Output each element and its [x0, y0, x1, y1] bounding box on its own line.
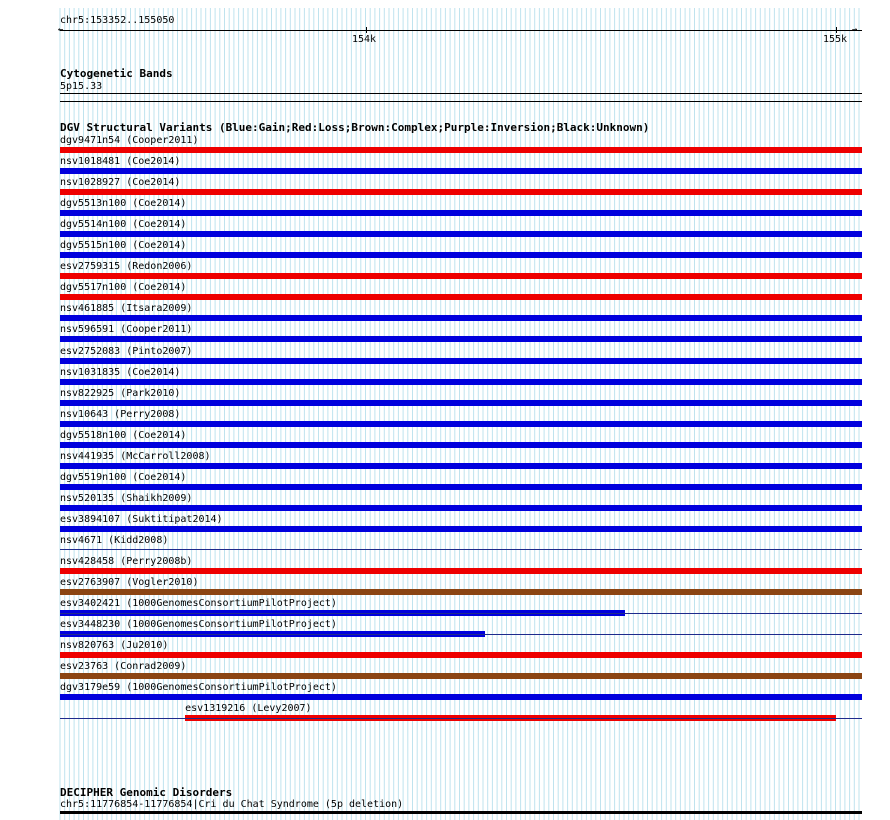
variant-bar[interactable] [60, 463, 862, 469]
variant-label[interactable]: nsv520135 (Shaikh2009) [60, 492, 193, 504]
variant-label[interactable]: esv2759315 (Redon2006) [60, 261, 193, 273]
ruler-tick-155k [836, 27, 837, 33]
variant-row-line [60, 613, 862, 614]
variant-label[interactable]: dgv5517n100 (Coe2014) [60, 282, 187, 294]
variant-bar[interactable] [60, 694, 862, 700]
ruler-label-155k: 155k [823, 34, 848, 45]
variant-label[interactable]: esv3402421 (1000GenomesConsortiumPilotProject) [60, 598, 337, 610]
variant-bar[interactable] [60, 252, 862, 258]
variant-bar[interactable] [60, 442, 862, 448]
track-separator [60, 101, 862, 102]
variant-bar[interactable] [60, 379, 862, 385]
variant-bar[interactable] [60, 315, 862, 321]
cytoband-track-title[interactable]: Cytogenetic Bands [60, 67, 173, 80]
variant-bar[interactable] [60, 273, 862, 279]
variant-bar[interactable] [60, 484, 862, 490]
ruler-axis [60, 30, 862, 31]
cytoband-label: 5p15.33 [60, 81, 103, 92]
variant-label[interactable]: nsv820763 (Ju2010) [60, 640, 169, 652]
variant-bar[interactable] [60, 589, 862, 595]
variant-label[interactable]: esv23763 (Conrad2009) [60, 661, 187, 673]
variant-bar[interactable] [60, 231, 862, 237]
variant-bar[interactable] [60, 294, 862, 300]
variant-label[interactable]: esv2763907 (Vogler2010) [60, 577, 199, 589]
variant-row-line [60, 634, 862, 635]
ruler-range-label: chr5:153352..155050 [60, 15, 175, 26]
variant-label[interactable]: nsv1028927 (Coe2014) [60, 177, 181, 189]
variant-bar[interactable] [60, 568, 862, 574]
ruler-tick-154k [366, 27, 367, 33]
variant-label[interactable]: nsv4671 (Kidd2008) [60, 534, 169, 546]
variant-label[interactable]: dgv5514n100 (Coe2014) [60, 219, 187, 231]
variant-label[interactable]: nsv596591 (Cooper2011) [60, 324, 193, 336]
variant-row-line [60, 718, 862, 719]
variant-label[interactable]: dgv3179e59 (1000GenomesConsortiumPilotProject) [60, 682, 337, 694]
variant-label[interactable]: esv3448230 (1000GenomesConsortiumPilotProject) [60, 619, 337, 631]
variant-label[interactable]: dgv5519n100 (Coe2014) [60, 471, 187, 483]
decipher-feature-bar[interactable] [60, 811, 862, 814]
variant-label[interactable]: nsv1031835 (Coe2014) [60, 366, 181, 378]
variant-label[interactable]: nsv10643 (Perry2008) [60, 408, 181, 420]
dgv-track-title[interactable]: DGV Structural Variants (Blue:Gain;Red:Loss;Brown:Complex;Purple:Inversion;Black:Unknown) [60, 121, 650, 134]
cytoband-bar[interactable] [60, 93, 862, 94]
ruler-left-arrow: ← [58, 25, 64, 35]
variant-bar[interactable] [60, 189, 862, 195]
variant-bar[interactable] [60, 505, 862, 511]
variant-label[interactable]: esv2752083 (Pinto2007) [60, 345, 193, 357]
variant-label[interactable]: nsv428458 (Perry2008b) [60, 556, 193, 567]
variant-bar[interactable] [60, 421, 862, 427]
variant-label[interactable]: esv3894107 (Suktitipat2014) [60, 513, 223, 525]
variant-bar[interactable] [60, 147, 862, 153]
decipher-track-title[interactable]: DECIPHER Genomic Disorders [60, 786, 233, 799]
variant-bar[interactable] [60, 336, 862, 342]
ruler-label-154k: 154k [352, 34, 377, 45]
variant-bar[interactable] [60, 652, 862, 658]
variant-label[interactable]: nsv822925 (Park2010) [60, 387, 181, 399]
variant-bar[interactable] [60, 400, 862, 406]
variant-bar[interactable] [60, 526, 862, 532]
variant-row-line [60, 549, 862, 550]
variant-label[interactable]: dgv5515n100 (Coe2014) [60, 240, 187, 252]
variant-bar[interactable] [60, 210, 862, 216]
variant-label[interactable]: esv1319216 (Levy2007) [185, 703, 312, 715]
variant-bar[interactable] [60, 673, 862, 679]
variant-label[interactable]: nsv441935 (McCarroll2008) [60, 450, 211, 462]
variant-label[interactable]: dgv9471n54 (Cooper2011) [60, 135, 199, 146]
decipher-entry-label[interactable]: chr5:11776854-11776854|Cri du Chat Syndrome (5p deletion) [60, 799, 404, 810]
variant-label[interactable]: nsv1018481 (Coe2014) [60, 156, 181, 168]
variant-label[interactable]: dgv5513n100 (Coe2014) [60, 198, 187, 210]
ruler-right-arrow: → [852, 25, 858, 35]
variant-label[interactable]: dgv5518n100 (Coe2014) [60, 429, 187, 441]
variant-label[interactable]: nsv461885 (Itsara2009) [60, 303, 193, 315]
variant-bar[interactable] [60, 168, 862, 174]
variant-bar[interactable] [60, 358, 862, 364]
